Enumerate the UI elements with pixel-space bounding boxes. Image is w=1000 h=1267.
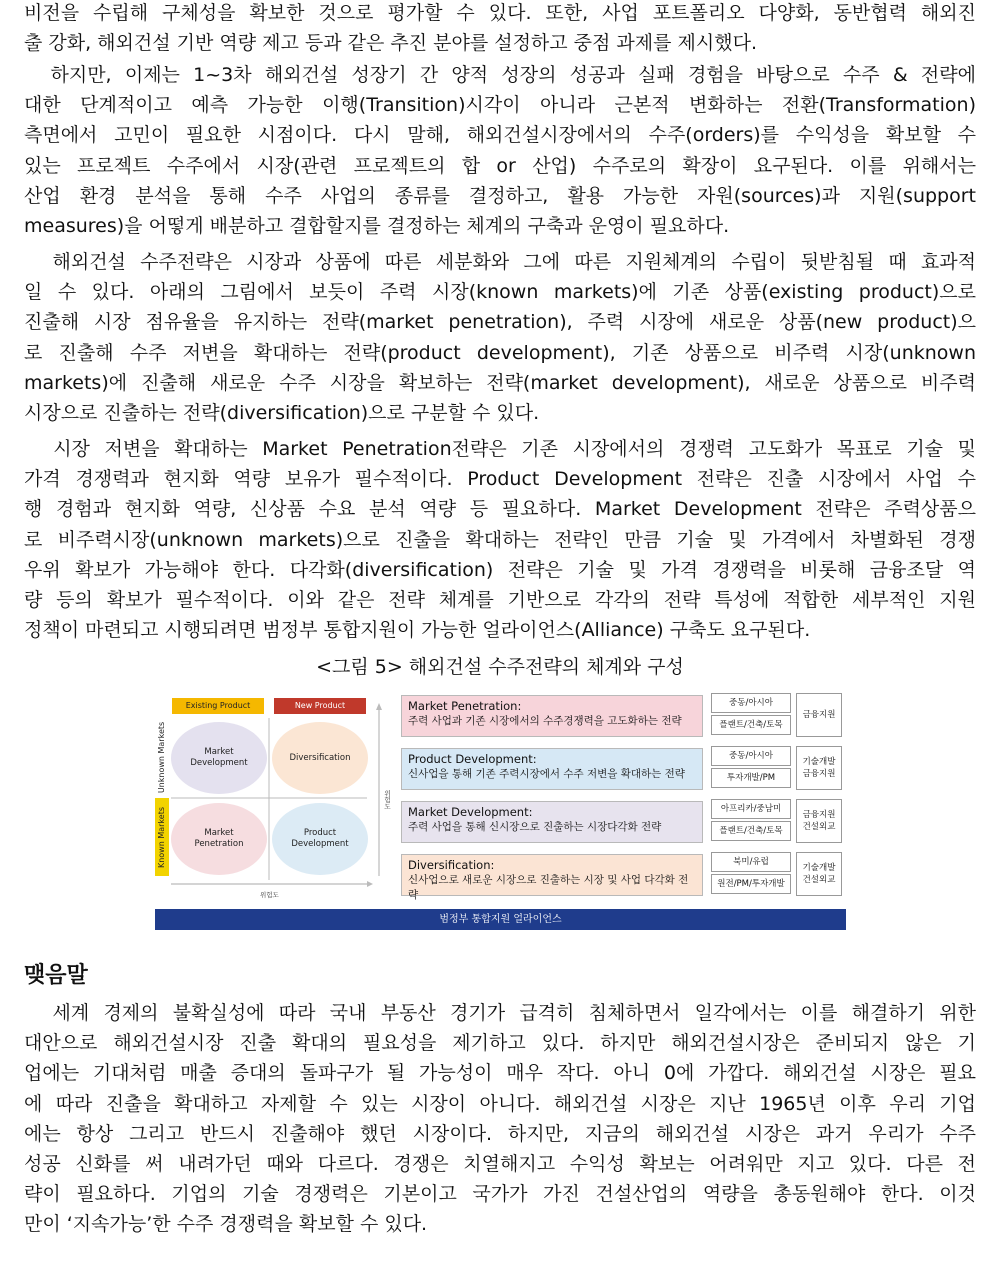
text-line: 대한 단계적이고 예측 가능한 이행(Transition)시각이 아니라 근본적 변화하는 전환(Transformation) [24,94,976,117]
text-line: 시장 저변을 확대하는 Market Penetration전략은 기존 시장에서의 경쟁력 고도화가 목표로 기술 및 [24,438,976,460]
text-line: 로 비주력시장(unknown markets)으로 진출을 확대하는 전략인 만큼 기술 및 가격에서 차별화된 경쟁 [24,528,976,551]
text-line: measures)을 어떻게 배분하고 결합할지를 결정하는 체계의 구축과 운영이 필요하다. [24,215,730,238]
strategy-region-tag: 아프리카/중남미 [711,799,791,819]
text-line: 해외건설 수주전략은 시장과 상품에 따른 세분화와 그에 따른 지원체계의 수립이 뒷받침될 때 효과적 [24,251,976,273]
cell-product-development: Product Development [272,803,368,875]
text-line: markets)에 진출해 새로운 수주 시장을 확보하는 전략(market development), 새로운 상품으로 비주력 [24,371,976,394]
text-line: 측면에서 고민이 필요한 시점이다. 다시 말해, 해외건설시장에서의 수주(orders)를 수익성을 확보할 수 [24,124,976,147]
text-line: 산업 환경 분석을 통해 수주 사업의 종류를 결정하고, 활용 가능한 자원(sources)과 지원(support [24,184,976,207]
row-label-unknown: Unknown Markets [157,721,167,793]
strategy-sector-tag: 원전/PM/투자개발 [711,874,791,894]
y-axis-label: 위험도 [383,790,391,810]
strategy-sector-tag: 플랜트/건축/토목 [711,821,791,841]
strategy-desc: 신사업으로 새로운 시장으로 진출하는 시장 및 사업 다각화 전략 [408,874,689,901]
text-line: 에 따라 진출을 확대하고 자제할 수 있는 시장이 아니다. 해외건설 시장은 지난 1965년 이후 우리 기업 [24,1092,976,1115]
strategy-market-penetration [401,695,703,737]
strategy-market-development [401,801,703,843]
text-line: 진출해 시장 점유율을 유지하는 전략(market penetration), 주력 시장에 새로운 상품(new product)으 [24,311,976,334]
paragraph-1 [24,0,976,58]
text-line: 있는 프로젝트 수주에서 시장(관련 프로젝트의 합 or 산업) 수주로의 확장이 요구된다. 이를 위해서는 [24,154,976,177]
text-line: 만이 ‘지속가능’한 수주 경쟁력을 확보할 수 있다. [24,1213,428,1236]
strategy-desc: 주력 사업을 통해 신시장으로 진출하는 시장다각화 전략 [408,821,662,833]
cell-market-penetration: Market Penetration [171,803,267,875]
text-line: 략이 필요하다. 기업의 기술 경쟁력은 기본이고 국가가 가진 건설산업의 역량을 총동원해야 한다. 이것 [24,1183,976,1206]
text-line: 시장으로 진출하는 전략(diversification)으로 구분할 수 있다. [24,402,540,425]
strategy-title: Product Development: [408,752,537,766]
cell-market-development: Market Development [171,722,267,794]
strategy-title: Diversification: [408,858,495,872]
strategy-desc: 신사업을 통해 기존 주력시장에서 수주 저변을 확대하는 전략 [408,768,685,780]
paragraph-2 [24,60,976,241]
strategy-diversification [401,854,703,901]
strategy-sector-tag: 플랜트/건축/토목 [711,715,791,735]
alliance-bar: 범정부 통합지원 얼라이언스 [155,909,846,930]
strategy-figure [155,690,846,930]
strategy-product-development [401,748,703,790]
x-axis-label: 위험도 [260,891,279,899]
paragraph-4 [24,434,976,645]
text-line: 행 경험과 현지화 역량, 신상품 수요 분석 역량 등 필요하다. Market Development 전략은 주력상품으 [24,498,976,521]
strategy-region-tag: 중동/아시아 [711,746,791,766]
strategy-region-tag: 중동/아시아 [711,693,791,713]
strategy-region-tag: 북미/유럽 [711,852,791,872]
text-line: 우위 확보가 가능해야 한다. 다각화(diversification) 전략은 기술 및 가격 경쟁력을 비롯해 금융조달 역 [24,558,976,581]
col-header-new: New Product [274,698,366,714]
text-line: 대안으로 해외건설시장 진출 확대의 필요성을 제기하고 있다. 하지만 해외건설시장은 준비되지 않은 기 [24,1032,976,1055]
strategy-support: 금융지원 [796,693,842,737]
text-line: 하지만, 이제는 1~3차 해외건설 성장기 간 양적 성장의 성공과 실패 경험을 바탕으로 수주 & 전략에 [24,64,976,86]
strategy-desc: 주력 사업과 기존 시장에서의 수주경쟁력을 고도화하는 전략 [408,715,682,727]
text-line: 일 수 있다. 아래의 그림에서 보듯이 주력 시장(known markets)에 기존 상품(existing product)으로 [24,281,976,304]
strategy-support: 기술개발 금융지원 [796,746,842,790]
text-line: 성공 신화를 써 내려가던 때와 다르다. 경쟁은 치열해지고 수익성 확보는 어려워만 지고 있다. 다른 전 [24,1153,976,1176]
text-line: 로 진출해 수주 저변을 확대하는 전략(product development), 기존 상품으로 비주력 시장(unknown [24,341,976,364]
text-line: 업에는 기대처럼 매출 증대의 돌파구가 될 가능성이 매우 작다. 아니 0에 가깝다. 해외건설 시장은 필요 [24,1062,976,1085]
text-line: 세계 경제의 불확실성에 따라 국내 부동산 경기가 급격히 침체하면서 일각에서는 이를 해결하기 위한 [24,1002,976,1024]
strategy-sector-tag: 투자개발/PM [711,768,791,788]
strategy-support: 기술개발 건설외교 [796,852,842,896]
section-heading: 맺음말 [24,963,88,988]
matrix-axes [155,690,395,905]
text-line: 가격 경쟁력과 현지화 역량 보유가 필수적이다. Product Development 전략은 진출 시장에서 사업 수 [24,468,976,491]
strategy-title: Market Penetration: [408,699,522,713]
col-header-existing: Existing Product [172,698,264,714]
strategy-title: Market Development: [408,805,533,819]
cell-diversification: Diversification [272,722,368,794]
strategy-support: 금융지원 건설외교 [796,799,842,843]
text-line: 정책이 마련되고 시행되려면 범정부 통합지원이 가능한 얼라이언스(Alliance) 구축도 요구된다. [24,619,811,642]
text-line: 비전을 수립해 구체성을 확보한 것으로 평가할 수 있다. 또한, 사업 포트폴리오 다양화, 동반협력 해외진 [24,2,976,24]
row-label-known: Known Markets [155,798,169,876]
figure-caption: <그림 5> 해외건설 수주전략의 체계와 구성 [316,656,684,678]
text-line: 출 강화, 해외건설 기반 역량 제고 등과 같은 추진 분야를 설정하고 중점 과제를 제시했다. [24,32,757,55]
text-line: 량 등의 확보가 필수적이다. 이와 같은 전략 체계를 기반으로 각각의 전략 특성에 적합한 세부적인 지원 [24,589,976,612]
paragraph-5 [24,998,976,1240]
paragraph-3 [24,247,976,428]
text-line: 에는 항상 그리고 반드시 진출해야 했던 시장이다. 하지만, 지금의 해외건설 시장은 과거 우리가 수주 [24,1122,976,1145]
